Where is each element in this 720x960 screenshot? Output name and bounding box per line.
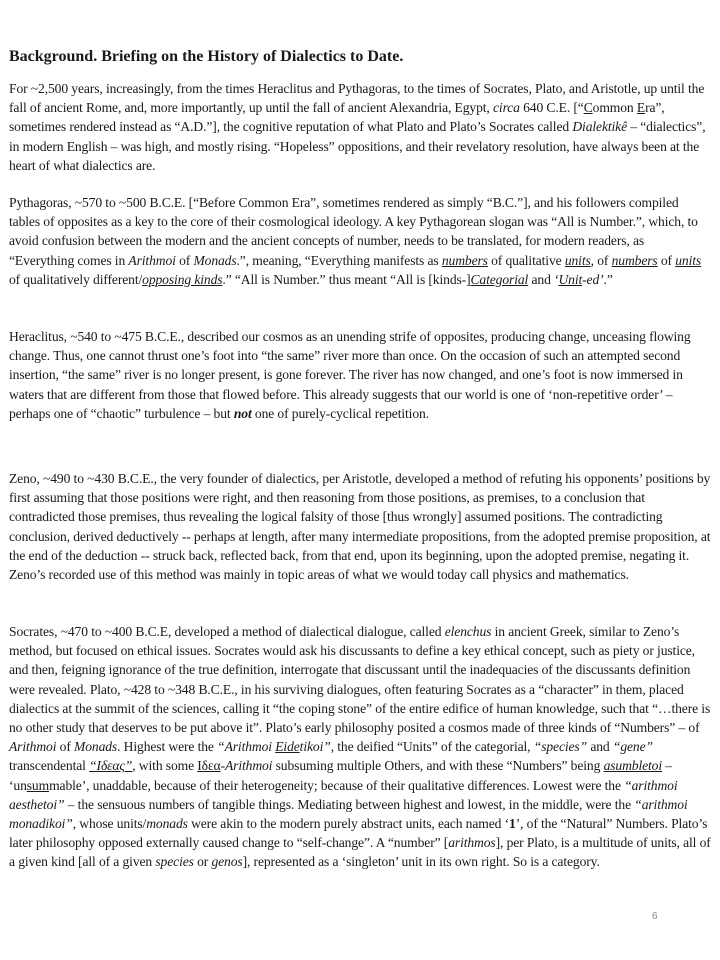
italic-term: “species” xyxy=(533,739,588,755)
paragraph-zeno xyxy=(9,469,711,584)
text-run: ’, of the “Natural” Numbers. Plato’s later philosophy opposed externally caused change to “self-change”. A “number” [ xyxy=(9,816,708,851)
italic-term: circa xyxy=(493,100,520,116)
italic-term: arithmos xyxy=(448,835,496,851)
text-run: Socrates, ~470 to ~400 B.C.E, developed a method of dialectical dialogue, called xyxy=(9,624,445,639)
text-run: subsuming multiple Others, and with these “Numbers” being xyxy=(272,758,604,774)
text-run: “Arithmoi xyxy=(217,739,276,755)
bold-term: 1 xyxy=(509,816,516,832)
text-run: .”, meaning, “Everything manifests as xyxy=(236,252,442,268)
text-run: Heraclitus, ~540 to ~475 B.C.E., described our cosmos as an unending strife of opposites, producing change, unceasing flowing change. Thus, one cannot thrust one’s foot into “the same” river more than once. On the occasion of such an attempted second insertion, “the same” river is no longer present, is gone forever. The river has now changed, and one’s foot is now immersed in waters that are different from those that flowed before. This already suggests that our world is one of ‘non-repetitive order’ – perhaps one of “chaotic” turbulence – but xyxy=(9,329,691,421)
text-run: and xyxy=(587,739,613,755)
paragraph-pythagoras xyxy=(9,193,711,289)
text-run: .” xyxy=(603,271,613,287)
italic-term: Arithmoi xyxy=(128,252,176,268)
bold-italic-term: not xyxy=(233,405,252,421)
italic-underlined-term: units xyxy=(675,252,702,268)
text-run: of qualitatively different/ xyxy=(9,271,143,287)
italic-underlined-term: Categorial xyxy=(470,271,529,287)
paragraph-intro xyxy=(9,79,711,175)
italic-term: “arithmoi monadikoi” xyxy=(9,796,688,832)
text-run: or xyxy=(193,854,212,870)
italic-underlined-term: asumbletoi xyxy=(603,758,663,774)
italic-underlined-term: “Ιδεας” xyxy=(89,758,133,774)
text-run: Pythagoras, ~570 to ~500 B.C.E. [“Before Common Era”, sometimes rendered as simply “B.C.”], and his followers compiled tables of opposites as a key to the core of their cosmological ideology. A key Pythagorean slogan was “All is Number.”, which, to avoid confusion between the modern and the ancient concepts of number, needs to be translated, for modern readers, as “Everything comes in xyxy=(9,195,698,268)
text-run: of xyxy=(56,739,75,755)
italic-term: Monads xyxy=(74,739,118,755)
text-run: For ~2,500 years, increasingly, from the times Heraclitus and Pythagoras, to the times of Socrates, Plato, and Aristotle, up until the fall of ancient Rome, and, more importantly, up until the fall of ancient Alexandria, Egypt, xyxy=(9,81,705,116)
text-run: – ‘un xyxy=(9,758,672,793)
text-run: 640 C.E. [“ xyxy=(519,100,584,116)
italic-term: Arithmoi xyxy=(9,739,57,755)
text-run: Zeno, ~490 to ~430 B.C.E., the very founder of dialectics, per Aristotle, developed a method of refuting his opponents’ positions by first assuming that those positions were right, and then reasoning from those positions, as premises, to a conclusion that contradicted those premises, thus revealing the logical falsity of those [thus wrongly] assumed positions. The contradicting conclusion, derived deductively -- perhaps at length, after many intermediate propositions, from the adopted premise proposition, at the end of the deduction -- struck back, reflected back, from that end, upon its beginning, upon the adopted premise, negating it. Zeno’s recorded use of this method was mainly in topic areas of what we would today call physics and mathematics. xyxy=(9,471,711,583)
italic-term: “gene” xyxy=(612,739,653,755)
underlined-letter: C xyxy=(583,100,593,116)
italic-term: Monads xyxy=(193,252,237,268)
italic-underlined-term: numbers xyxy=(611,252,658,268)
italic-underlined-term: opposing kinds xyxy=(142,271,223,287)
heading-bold-word: Background xyxy=(9,48,94,65)
heading-rest: . Briefing on the History of Dialectics to Date. xyxy=(93,48,404,65)
italic-term: “arithmoi aesthetoi” xyxy=(9,777,678,812)
paragraph-socrates-plato xyxy=(9,622,711,872)
text-run: ommon xyxy=(592,100,637,116)
italic-underlined-term: Eide xyxy=(275,739,300,755)
underlined-letter: E xyxy=(636,100,646,116)
underlined-term: sum xyxy=(26,777,50,793)
text-run: were akin to the modern purely abstract units, each named ‘ xyxy=(187,816,509,832)
italic-term: Dialektikê xyxy=(572,119,627,135)
text-run: ], per Plato, is a multitude of units, all of a given kind [all of a given xyxy=(9,835,711,870)
paragraph-heraclitus xyxy=(9,327,711,423)
section-heading xyxy=(9,47,709,67)
italic-term: elenchus xyxy=(444,624,492,639)
text-run: , whose units/ xyxy=(72,816,147,832)
text-run: , of xyxy=(590,252,612,268)
italic-underlined-term: Unit xyxy=(558,271,583,287)
text-run: – the sensuous numbers of tangible things. Mediating between highest and lowest, in the middle, were the xyxy=(64,796,635,812)
text-run: of xyxy=(175,252,194,268)
italic-term: species xyxy=(155,854,194,870)
text-run: ‘ xyxy=(554,271,559,287)
text-run: and xyxy=(528,271,555,287)
text-run: -ed’ xyxy=(582,271,604,287)
text-run: tikoi” xyxy=(299,739,331,755)
italic-underlined-term: numbers xyxy=(441,252,488,268)
text-run: ra”, sometimes rendered instead as “A.D.”], the cognitive reputation of what Plato and Plato’s Socrates called xyxy=(9,100,665,135)
text-run: – “dialectics”, in modern English – was high, and mostly rising. “Hopeless” oppositions, and their revelatory resolution, have always been at the heart of what dialectics are. xyxy=(9,119,706,173)
text-run: .” “All is Number.” thus meant “All is [kinds-] xyxy=(222,271,471,287)
underlined-term: Ιδεα xyxy=(197,758,221,774)
text-run: one of purely-cyclical repetition. xyxy=(251,405,429,421)
text-run: in ancient Greek, similar to Zeno’s method, but focused on ethical issues. Socrates would ask his discussants to define a key ethical concept, such as piety or justice, and then, feigning ignorance of the true definition, interrogate that discussant until the inadequacies of the discussants definition were revealed. Plato, ~428 to ~348 B.C.E., in his surviving dialogues, often featuring Socrates as a “character” in them, placed dialectics at the summit of the sciences, calling it “the coping stone” of the entire edifice of human knowledge, such that “…there is no other study that deserves to be put above it”. Plato’s early philosophy posited a cosmos made of three kinds of “Numbers” – of xyxy=(9,624,711,736)
italic-term: monads xyxy=(146,816,188,832)
text-run: , the deified “Units” of the categorial, xyxy=(330,739,534,755)
text-run: . Highest were the xyxy=(117,739,218,755)
text-run: mable’, unaddable, because of their heterogeneity; because of their qualitative differences. Lowest were the xyxy=(49,777,625,793)
text-run: ], represented as a ‘singleton’ unit in its own right. So is a category. xyxy=(242,854,600,870)
text-run: , with some xyxy=(132,758,198,774)
italic-term: -Arithmoi xyxy=(220,758,273,774)
italic-term: genos xyxy=(211,854,243,870)
text-run: of xyxy=(657,252,676,268)
italic-underlined-term: units xyxy=(564,252,591,268)
page-number: 6 xyxy=(652,911,658,922)
text-run: of qualitative xyxy=(487,252,565,268)
text-run: transcendental xyxy=(9,758,90,774)
